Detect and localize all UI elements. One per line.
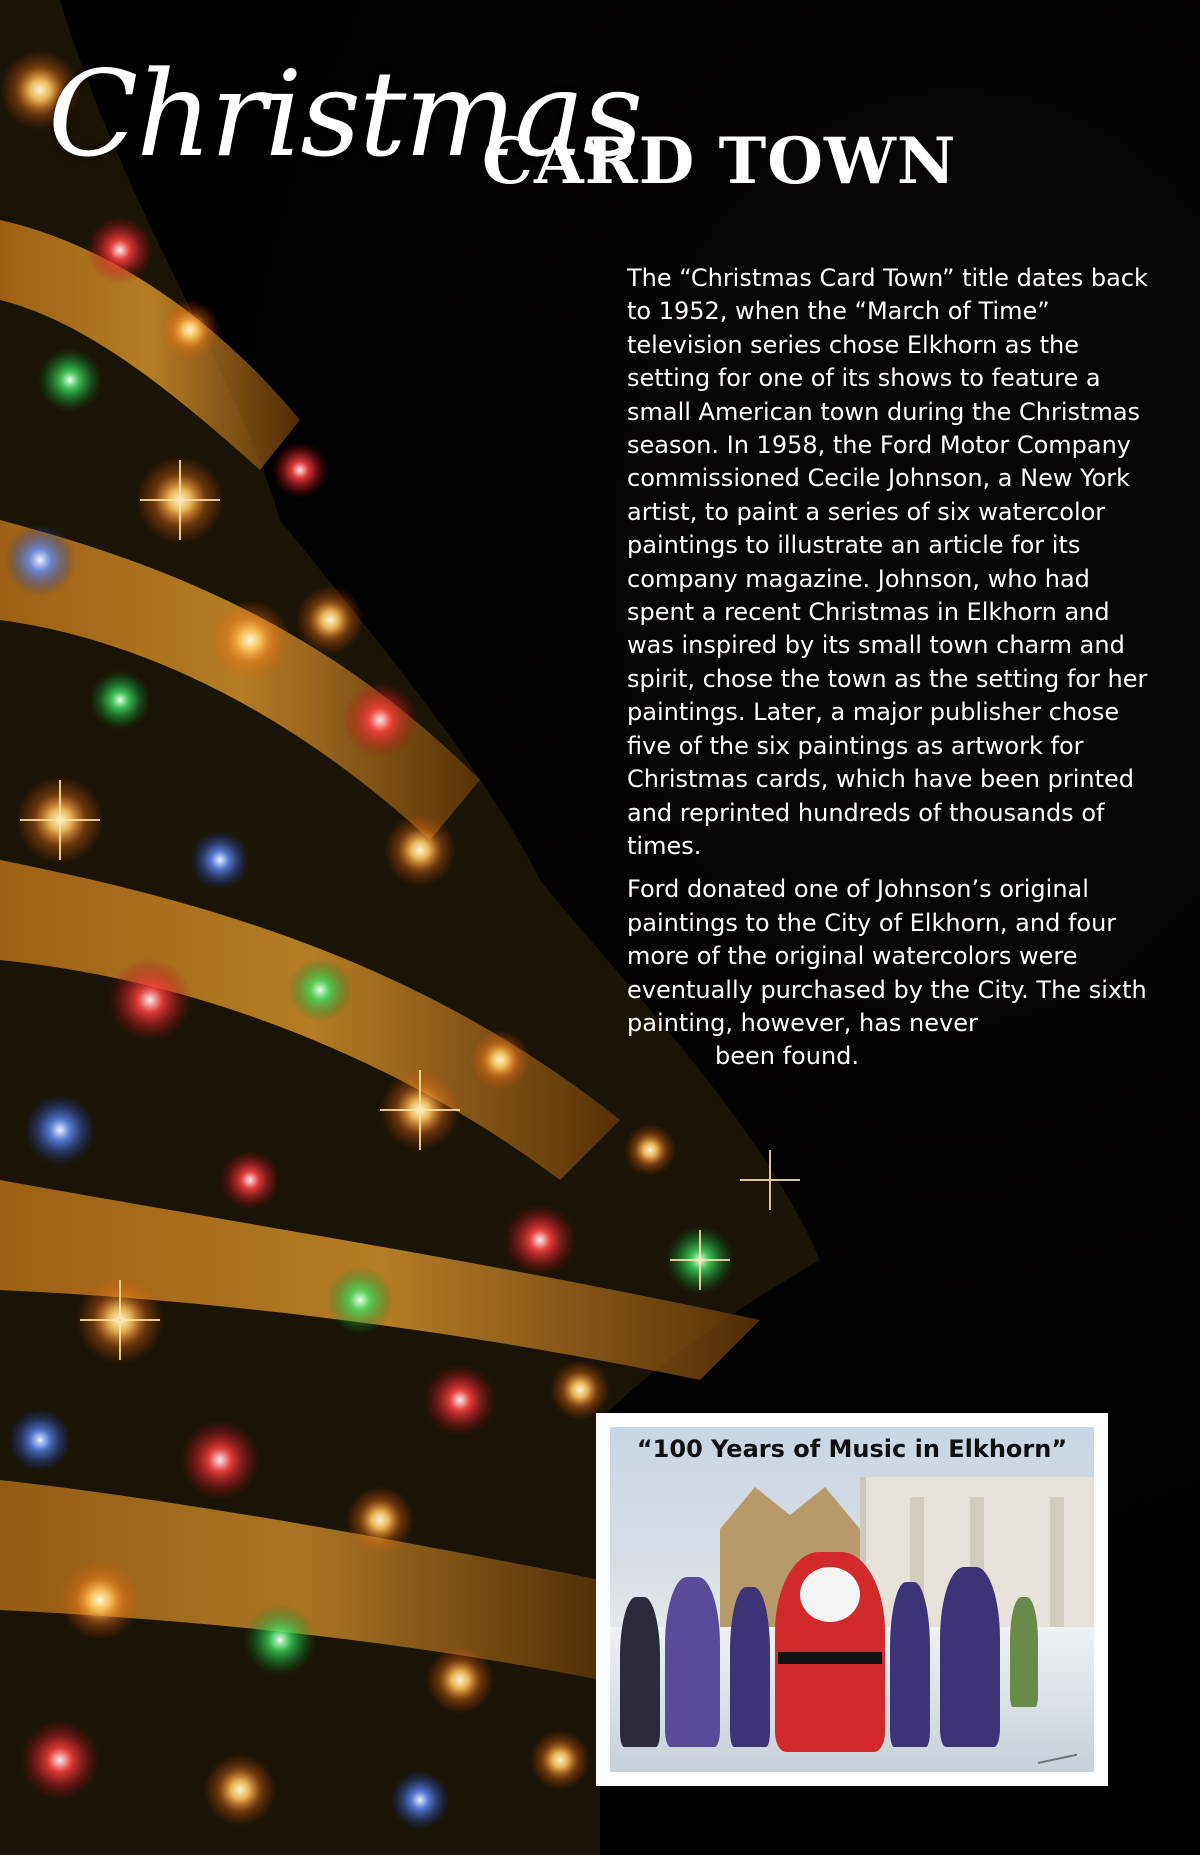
article-paragraph-1: The “Christmas Card Town” title dates back to 1952, when the “March of Time” television series chose Elkhorn as the setting for one of its shows to feature a small American town during the Christmas season. In 1958, the Ford Motor Company commissioned Cecile Johnson, a New York artist, to paint a series of six watercolor paintings to illustrate an article for its company magazine. Johnson, who had spent a recent Christmas in Elkhorn and was inspired by its small town charm and spirit, chose the town as the setting for her paintings. Later, a major publisher chose five of the six paintings as artwork for Christmas cards, which have been printed and reprinted hundreds of thousands of times. — [627, 264, 1148, 860]
santa-beard — [800, 1567, 860, 1622]
band-member-2 — [665, 1577, 720, 1747]
onlooker — [1010, 1597, 1038, 1707]
title-caps: CARD TOWN — [482, 124, 957, 199]
band-member-1 — [620, 1597, 660, 1747]
title-script: Christmas — [48, 45, 642, 183]
band-member-3 — [730, 1587, 770, 1747]
article-body — [627, 262, 1157, 1084]
christmas-card-painting — [596, 1413, 1108, 1786]
card-title: “100 Years of Music in Elkhorn” — [636, 1435, 1068, 1463]
watercolor-painting — [610, 1427, 1094, 1772]
band-member-4 — [890, 1582, 930, 1747]
band-member-5 — [940, 1567, 1000, 1747]
article-paragraph-2 — [627, 873, 1157, 1073]
article-paragraph-2-text: Ford donated one of Johnson’s original paintings to the City of Elkhorn, and four more of the original watercolors were eventually purchased by the City. The sixth painting, however, has never — [627, 875, 1147, 1037]
santa-belt — [778, 1652, 882, 1664]
article-paragraph-2-end: been found. — [715, 1042, 860, 1071]
column-3 — [1050, 1497, 1064, 1627]
